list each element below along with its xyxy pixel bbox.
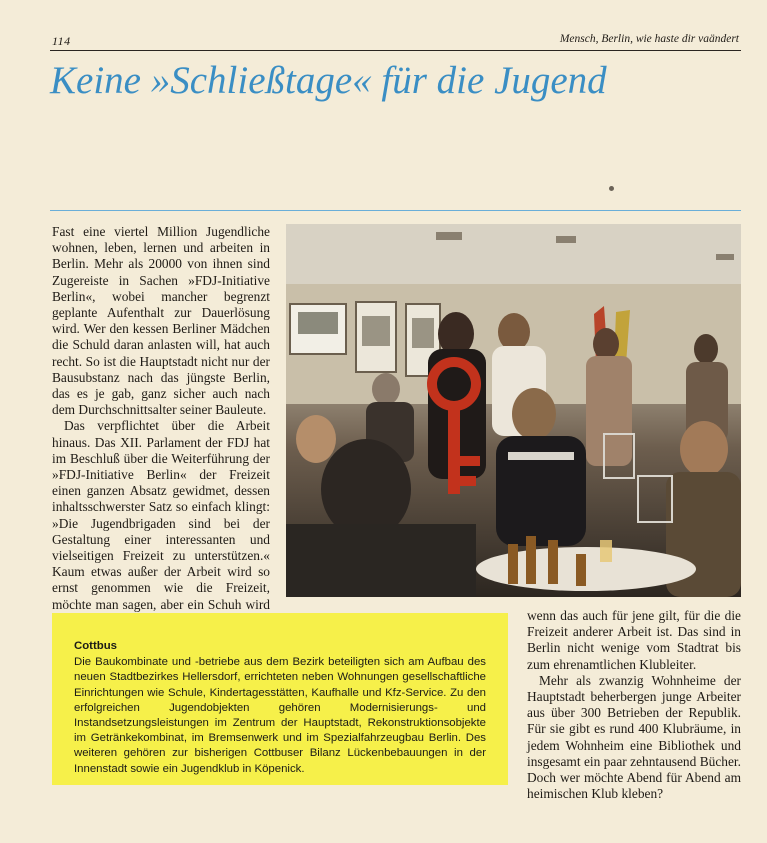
glass [600, 540, 612, 562]
key-prop [460, 476, 476, 486]
page-number: 114 [52, 34, 71, 48]
bottle [526, 536, 536, 584]
wall-picture [412, 318, 434, 348]
key-prop [460, 456, 480, 466]
bottle [576, 554, 586, 586]
paragraph: wenn das auch für jene gilt, für die die Freizeit anderer Arbeit ist. Das sind in Berlin nicht wenige vom Stadtrat bis zum ehrenamtlichen Klubleiter. [527, 608, 741, 672]
paragraph: Das verpflichtet über die Arbeit hinaus. Das XII. Parlament der FDJ hat im Beschluß über die Weiterführung der »FDJ-Initiative Berlin« der Freizeit einen ganzen Absatz gewidmet, dessen inhaltsschwerster Satz so einfach klingt: »Die Jugendbrigaden sind bei der Gestaltung einer interessanten und vielseitigen Freizeit zu unterstützen.« Kaum etwas außer der Arbeit wird so ernst genommen wie die Freizeit, möchte man sagen, aber ein Schuh wird [52, 418, 270, 612]
person [498, 313, 530, 351]
person [680, 421, 728, 477]
running-head: Mensch, Berlin, wie haste dir vaändert [559, 33, 739, 45]
blue-rule [50, 210, 741, 211]
person [593, 328, 619, 360]
lamp [436, 232, 462, 240]
info-box-text: Die Baukombinate und -betriebe aus dem Bezirk beteiligten sich am Aufbau des neuen Stadtbezirkes Hellersdorf, errichteten neben Wohnungen gesellschaftliche Einrichtungen wie Schule, Kindertagesstätten, Kaufhalle und Kfz-Service. Zu den erfolgreichen Jugendobjekten gehören Modernisierungs- und Instandsetzungsleistungen im Zentrum der Hauptstadt, Rekonstruktionsobjekte im Getränkekombinat, im Bremsenwerk und im Spezialfahrzeugbau Berlin. Des weiteren gehören zur bisherigen Cottbuser Bilanz Lückenbebauungen in der Innenstadt sowie ein Jugendklub in Köpenick. [74, 656, 486, 775]
paragraph: Mehr als zwanzig Wohnheime der Hauptstadt beherbergen junge Arbeiter aus über 300 Betrieben der Republik. Für sie gibt es rund 400 Klubräume, in jedem Wohnheim eine Bibliothek und insgesamt ein paar zehntausend Bücher. Doch wer möchte Abend für Abend am heimischen Klub kleben? [527, 672, 741, 802]
headline: Keine »Schließtage« für die Jugend [50, 59, 607, 102]
person [286, 524, 476, 597]
wall-picture [298, 312, 338, 334]
lamp [556, 236, 576, 243]
lamp [716, 254, 734, 260]
key-prop [448, 404, 460, 494]
bottle [548, 540, 558, 584]
person [508, 452, 574, 460]
bottle [508, 544, 518, 584]
wall-picture [362, 316, 390, 346]
person [694, 334, 718, 364]
ceiling [286, 224, 741, 294]
person [586, 356, 632, 466]
person [296, 415, 336, 463]
top-rule [50, 50, 741, 51]
left-column [52, 224, 270, 629]
info-box-title: Cottbus [74, 640, 118, 652]
club-photo-illustration [286, 224, 741, 597]
paragraph: Fast eine viertel Million Jugendliche wohnen, leben, lernen und arbeiten in Berlin. Mehr als 20000 von ihnen sind Zugereiste in Sachen »FDJ-Initiative Berlin«, wobei mancher begrenzt geplante Aufenthalt zur Dauerlösung wird. Wer den kessen Berliner Mädchen die Schuld daran anlasten will, hat auch recht. So ist die Hauptstadt nicht nur der Bausubstanz nach das jüngste Berlin, das es je gab, ganz sicher auch nach dem Durchschnittsalter seiner Bauleute. [52, 224, 270, 418]
club-photo [286, 224, 741, 597]
speck-dot [609, 186, 614, 191]
person [512, 388, 556, 440]
info-box-cottbus [52, 613, 508, 785]
right-column [527, 608, 741, 802]
person [372, 373, 400, 405]
